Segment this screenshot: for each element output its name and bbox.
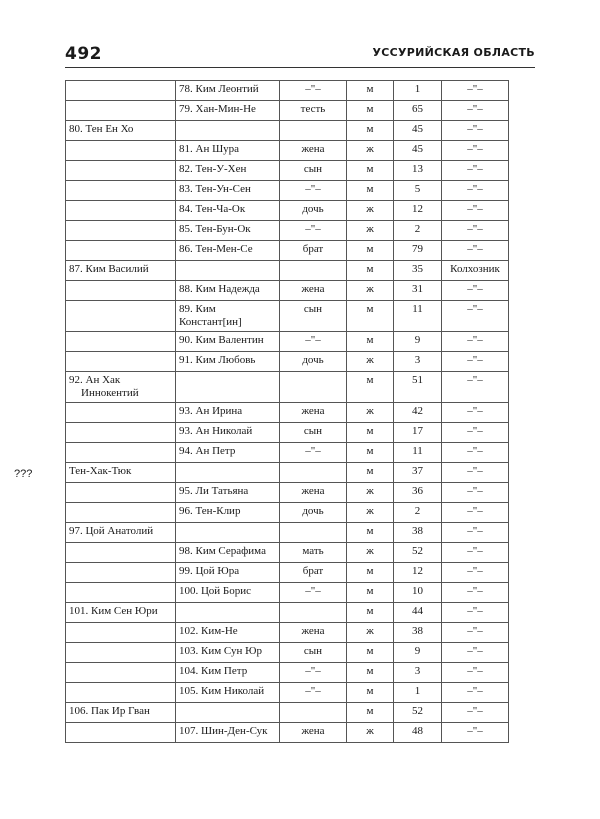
household-head-cell	[66, 643, 176, 663]
note-cell: –"–	[442, 281, 509, 301]
family-member-cell	[176, 583, 280, 603]
family-member-cell	[176, 643, 280, 663]
table-row	[66, 301, 509, 332]
age-cell: 31	[394, 281, 442, 301]
table-row	[66, 603, 509, 623]
sex-cell: м	[347, 583, 394, 603]
table-row	[66, 663, 509, 683]
household-head-cell	[66, 141, 176, 161]
family-member-name: 107. Шин-Ден-Сук	[179, 725, 268, 737]
relation-cell: тесть	[280, 101, 347, 121]
age-cell: 65	[394, 101, 442, 121]
family-member-name: 88. Ким Надежда	[179, 283, 260, 295]
family-member-cell	[176, 483, 280, 503]
relation-cell: мать	[280, 543, 347, 563]
note-cell: –"–	[442, 543, 509, 563]
family-member-cell	[176, 261, 280, 281]
family-member-cell	[176, 403, 280, 423]
household-head-cell	[66, 483, 176, 503]
note-cell: –"–	[442, 181, 509, 201]
household-roster-table	[65, 80, 509, 743]
margin-note: ???	[14, 468, 33, 480]
age-cell: 51	[394, 372, 442, 403]
relation-cell: жена	[280, 281, 347, 301]
note-cell: –"–	[442, 483, 509, 503]
relation-cell	[280, 261, 347, 281]
household-head-cell	[66, 683, 176, 703]
family-member-cell	[176, 463, 280, 483]
household-head-name: 101. Ким Сен Юри	[69, 605, 158, 617]
table-row	[66, 683, 509, 703]
household-head-cell	[66, 201, 176, 221]
household-head-cell	[66, 281, 176, 301]
relation-cell: дочь	[280, 352, 347, 372]
family-member-cell	[176, 141, 280, 161]
table-row	[66, 583, 509, 603]
sex-cell: м	[347, 241, 394, 261]
table-row	[66, 503, 509, 523]
relation-cell: жена	[280, 623, 347, 643]
household-head-cell	[66, 543, 176, 563]
relation-cell: жена	[280, 403, 347, 423]
sex-cell: м	[347, 523, 394, 543]
relation-cell: –"–	[280, 181, 347, 201]
sex-cell: м	[347, 161, 394, 181]
sex-cell: ж	[347, 503, 394, 523]
running-head: УССУРИЙСКАЯ ОБЛАСТЬ	[372, 46, 535, 59]
sex-cell: м	[347, 423, 394, 443]
relation-cell: –"–	[280, 583, 347, 603]
note-cell: –"–	[442, 141, 509, 161]
note-cell: –"–	[442, 332, 509, 352]
sex-cell: м	[347, 703, 394, 723]
relation-cell: –"–	[280, 663, 347, 683]
age-cell: 42	[394, 403, 442, 423]
age-cell: 17	[394, 423, 442, 443]
household-head-cell	[66, 423, 176, 443]
sex-cell: ж	[347, 723, 394, 743]
household-head-cell	[66, 583, 176, 603]
family-member-cell	[176, 523, 280, 543]
sex-cell: м	[347, 563, 394, 583]
relation-cell: брат	[280, 563, 347, 583]
family-member-cell	[176, 623, 280, 643]
age-cell: 52	[394, 703, 442, 723]
relation-cell	[280, 523, 347, 543]
household-head-cell	[66, 241, 176, 261]
note-cell: –"–	[442, 241, 509, 261]
household-head-cell	[66, 121, 176, 141]
household-head-cell	[66, 101, 176, 121]
family-member-name: 82. Тен-У-Хен	[179, 163, 247, 175]
age-cell: 11	[394, 443, 442, 463]
sex-cell: м	[347, 261, 394, 281]
household-head-cell	[66, 703, 176, 723]
table-row	[66, 81, 509, 101]
age-cell: 9	[394, 332, 442, 352]
family-member-name: 98. Ким Серафима	[179, 545, 266, 557]
note-cell: Колхозник	[442, 261, 509, 281]
sex-cell: м	[347, 101, 394, 121]
household-head-cell	[66, 723, 176, 743]
sex-cell: ж	[347, 141, 394, 161]
age-cell: 38	[394, 623, 442, 643]
household-head-name: 87. Ким Василий	[69, 263, 149, 275]
age-cell: 1	[394, 81, 442, 101]
family-member-cell	[176, 201, 280, 221]
sex-cell: м	[347, 301, 394, 332]
family-member-name: 105. Ким Николай	[179, 685, 265, 697]
age-cell: 37	[394, 463, 442, 483]
note-cell: –"–	[442, 663, 509, 683]
family-member-name: 86. Тен-Мен-Се	[179, 243, 253, 255]
relation-cell: дочь	[280, 503, 347, 523]
family-member-cell	[176, 663, 280, 683]
note-cell: –"–	[442, 523, 509, 543]
note-cell: –"–	[442, 723, 509, 743]
table-row	[66, 523, 509, 543]
note-cell: –"–	[442, 603, 509, 623]
household-head-cell	[66, 332, 176, 352]
family-member-name: 93. Ан Ирина	[179, 405, 243, 417]
household-head-name: Тен-Хак-Тюк	[69, 465, 132, 477]
relation-cell: жена	[280, 723, 347, 743]
note-cell: –"–	[442, 623, 509, 643]
household-head-cell	[66, 403, 176, 423]
page-number: 492	[65, 44, 102, 64]
note-cell: –"–	[442, 161, 509, 181]
sex-cell: м	[347, 372, 394, 403]
relation-cell: жена	[280, 483, 347, 503]
family-member-cell	[176, 241, 280, 261]
household-head-cell	[66, 523, 176, 543]
age-cell: 3	[394, 352, 442, 372]
family-member-cell	[176, 423, 280, 443]
age-cell: 5	[394, 181, 442, 201]
sex-cell: ж	[347, 221, 394, 241]
sex-cell: м	[347, 683, 394, 703]
family-member-name: 79. Хан-Мин-Не	[179, 103, 256, 115]
table-row	[66, 241, 509, 261]
family-member-name: 104. Ким Петр	[179, 665, 248, 677]
family-member-cell	[176, 443, 280, 463]
relation-cell: –"–	[280, 443, 347, 463]
household-head-cell	[66, 81, 176, 101]
sex-cell: м	[347, 332, 394, 352]
table-row	[66, 332, 509, 352]
table-row	[66, 201, 509, 221]
age-cell: 44	[394, 603, 442, 623]
family-member-cell	[176, 503, 280, 523]
table-row	[66, 403, 509, 423]
household-head-cell	[66, 663, 176, 683]
household-head-name: 92. Ан Хак	[69, 374, 121, 386]
family-member-cell	[176, 121, 280, 141]
age-cell: 12	[394, 563, 442, 583]
relation-cell: –"–	[280, 81, 347, 101]
relation-cell: жена	[280, 141, 347, 161]
note-cell: –"–	[442, 372, 509, 403]
family-member-cell	[176, 181, 280, 201]
family-member-cell	[176, 372, 280, 403]
household-head-cell	[66, 161, 176, 181]
sex-cell: ж	[347, 352, 394, 372]
age-cell: 10	[394, 583, 442, 603]
relation-cell: –"–	[280, 332, 347, 352]
family-member-cell	[176, 703, 280, 723]
household-head-name: 80. Тен Ен Хо	[69, 123, 134, 135]
age-cell: 79	[394, 241, 442, 261]
table-row	[66, 161, 509, 181]
household-head-cell	[66, 563, 176, 583]
table-row	[66, 221, 509, 241]
note-cell: –"–	[442, 443, 509, 463]
note-cell: –"–	[442, 101, 509, 121]
note-cell: –"–	[442, 583, 509, 603]
age-cell: 2	[394, 221, 442, 241]
relation-cell	[280, 463, 347, 483]
age-cell: 9	[394, 643, 442, 663]
table-row	[66, 121, 509, 141]
table-row	[66, 563, 509, 583]
sex-cell: м	[347, 181, 394, 201]
note-cell: –"–	[442, 201, 509, 221]
relation-cell	[280, 372, 347, 403]
household-head-cell	[66, 372, 176, 403]
age-cell: 45	[394, 121, 442, 141]
household-head-cell	[66, 443, 176, 463]
roster-body	[66, 81, 509, 743]
family-member-cell	[176, 301, 280, 332]
table-row	[66, 483, 509, 503]
household-head-cell	[66, 221, 176, 241]
table-row	[66, 352, 509, 372]
relation-cell: –"–	[280, 683, 347, 703]
family-member-cell	[176, 332, 280, 352]
note-cell: –"–	[442, 423, 509, 443]
age-cell: 35	[394, 261, 442, 281]
family-member-cell	[176, 683, 280, 703]
note-cell: –"–	[442, 352, 509, 372]
family-member-cell	[176, 281, 280, 301]
note-cell: –"–	[442, 403, 509, 423]
header-rule	[65, 67, 535, 68]
note-cell: –"–	[442, 643, 509, 663]
sex-cell: м	[347, 463, 394, 483]
family-member-name: 81. Ан Шура	[179, 143, 240, 155]
note-cell: –"–	[442, 463, 509, 483]
family-member-name: 94. Ан Петр	[179, 445, 236, 457]
family-member-cell	[176, 221, 280, 241]
table-row	[66, 281, 509, 301]
household-head-name: 106. Пак Ир Гван	[69, 705, 150, 717]
age-cell: 1	[394, 683, 442, 703]
relation-cell	[280, 703, 347, 723]
note-cell: –"–	[442, 221, 509, 241]
family-member-name: 85. Тен-Бун-Ок	[179, 223, 251, 235]
age-cell: 2	[394, 503, 442, 523]
relation-cell: –"–	[280, 221, 347, 241]
age-cell: 12	[394, 201, 442, 221]
relation-cell: сын	[280, 301, 347, 332]
household-head-cell	[66, 463, 176, 483]
sex-cell: ж	[347, 403, 394, 423]
sex-cell: м	[347, 443, 394, 463]
sex-cell: ж	[347, 543, 394, 563]
age-cell: 48	[394, 723, 442, 743]
household-head-name: 97. Цой Анатолий	[69, 525, 154, 537]
family-member-cell	[176, 723, 280, 743]
family-member-name: 103. Ким Сун Юр	[179, 645, 262, 657]
table-row	[66, 141, 509, 161]
household-head-cell	[66, 503, 176, 523]
household-head-cell	[66, 301, 176, 332]
note-cell: –"–	[442, 121, 509, 141]
household-head-cell	[66, 181, 176, 201]
family-member-name: 95. Ли Татьяна	[179, 485, 249, 497]
household-head-name-cont: Иннокентий	[81, 387, 139, 399]
relation-cell: брат	[280, 241, 347, 261]
sex-cell: ж	[347, 483, 394, 503]
table-row	[66, 623, 509, 643]
family-member-cell	[176, 101, 280, 121]
family-member-cell	[176, 563, 280, 583]
note-cell: –"–	[442, 563, 509, 583]
relation-cell	[280, 121, 347, 141]
table-row	[66, 723, 509, 743]
note-cell: –"–	[442, 503, 509, 523]
note-cell: –"–	[442, 703, 509, 723]
age-cell: 3	[394, 663, 442, 683]
family-member-name: 91. Ким Любовь	[179, 354, 256, 366]
relation-cell: сын	[280, 423, 347, 443]
table-row	[66, 101, 509, 121]
household-head-cell	[66, 603, 176, 623]
age-cell: 38	[394, 523, 442, 543]
age-cell: 45	[394, 141, 442, 161]
family-member-cell	[176, 81, 280, 101]
relation-cell: дочь	[280, 201, 347, 221]
sex-cell: ж	[347, 201, 394, 221]
sex-cell: м	[347, 121, 394, 141]
household-head-cell	[66, 261, 176, 281]
family-member-name-cont: Констант[ин]	[179, 316, 242, 328]
relation-cell: сын	[280, 643, 347, 663]
table-row	[66, 703, 509, 723]
family-member-name: 96. Тен-Клир	[179, 505, 241, 517]
family-member-name: 102. Ким-Не	[179, 625, 238, 637]
family-member-cell	[176, 603, 280, 623]
note-cell: –"–	[442, 301, 509, 332]
note-cell: –"–	[442, 81, 509, 101]
sex-cell: м	[347, 81, 394, 101]
sex-cell: м	[347, 643, 394, 663]
sex-cell: м	[347, 603, 394, 623]
household-head-cell	[66, 623, 176, 643]
family-member-name: 83. Тен-Ун-Сен	[179, 183, 251, 195]
table-row	[66, 372, 509, 403]
table-row	[66, 443, 509, 463]
table-row	[66, 423, 509, 443]
family-member-name: 90. Ким Валентин	[179, 334, 264, 346]
table-row	[66, 181, 509, 201]
relation-cell	[280, 603, 347, 623]
sex-cell: м	[347, 663, 394, 683]
household-head-cell	[66, 352, 176, 372]
age-cell: 52	[394, 543, 442, 563]
relation-cell: сын	[280, 161, 347, 181]
family-member-name: 99. Цой Юра	[179, 565, 240, 577]
sex-cell: ж	[347, 623, 394, 643]
family-member-name: 100. Цой Борис	[179, 585, 252, 597]
table-row	[66, 643, 509, 663]
note-cell: –"–	[442, 683, 509, 703]
age-cell: 36	[394, 483, 442, 503]
age-cell: 11	[394, 301, 442, 332]
family-member-name: 78. Ким Леонтий	[179, 83, 259, 95]
family-member-cell	[176, 352, 280, 372]
sex-cell: ж	[347, 281, 394, 301]
table-row	[66, 543, 509, 563]
family-member-cell	[176, 543, 280, 563]
family-member-cell	[176, 161, 280, 181]
table-row	[66, 463, 509, 483]
family-member-name: 93. Ан Николай	[179, 425, 253, 437]
family-member-name: 89. Ким	[179, 303, 216, 315]
family-member-name: 84. Тен-Ча-Ок	[179, 203, 246, 215]
age-cell: 13	[394, 161, 442, 181]
table-row	[66, 261, 509, 281]
